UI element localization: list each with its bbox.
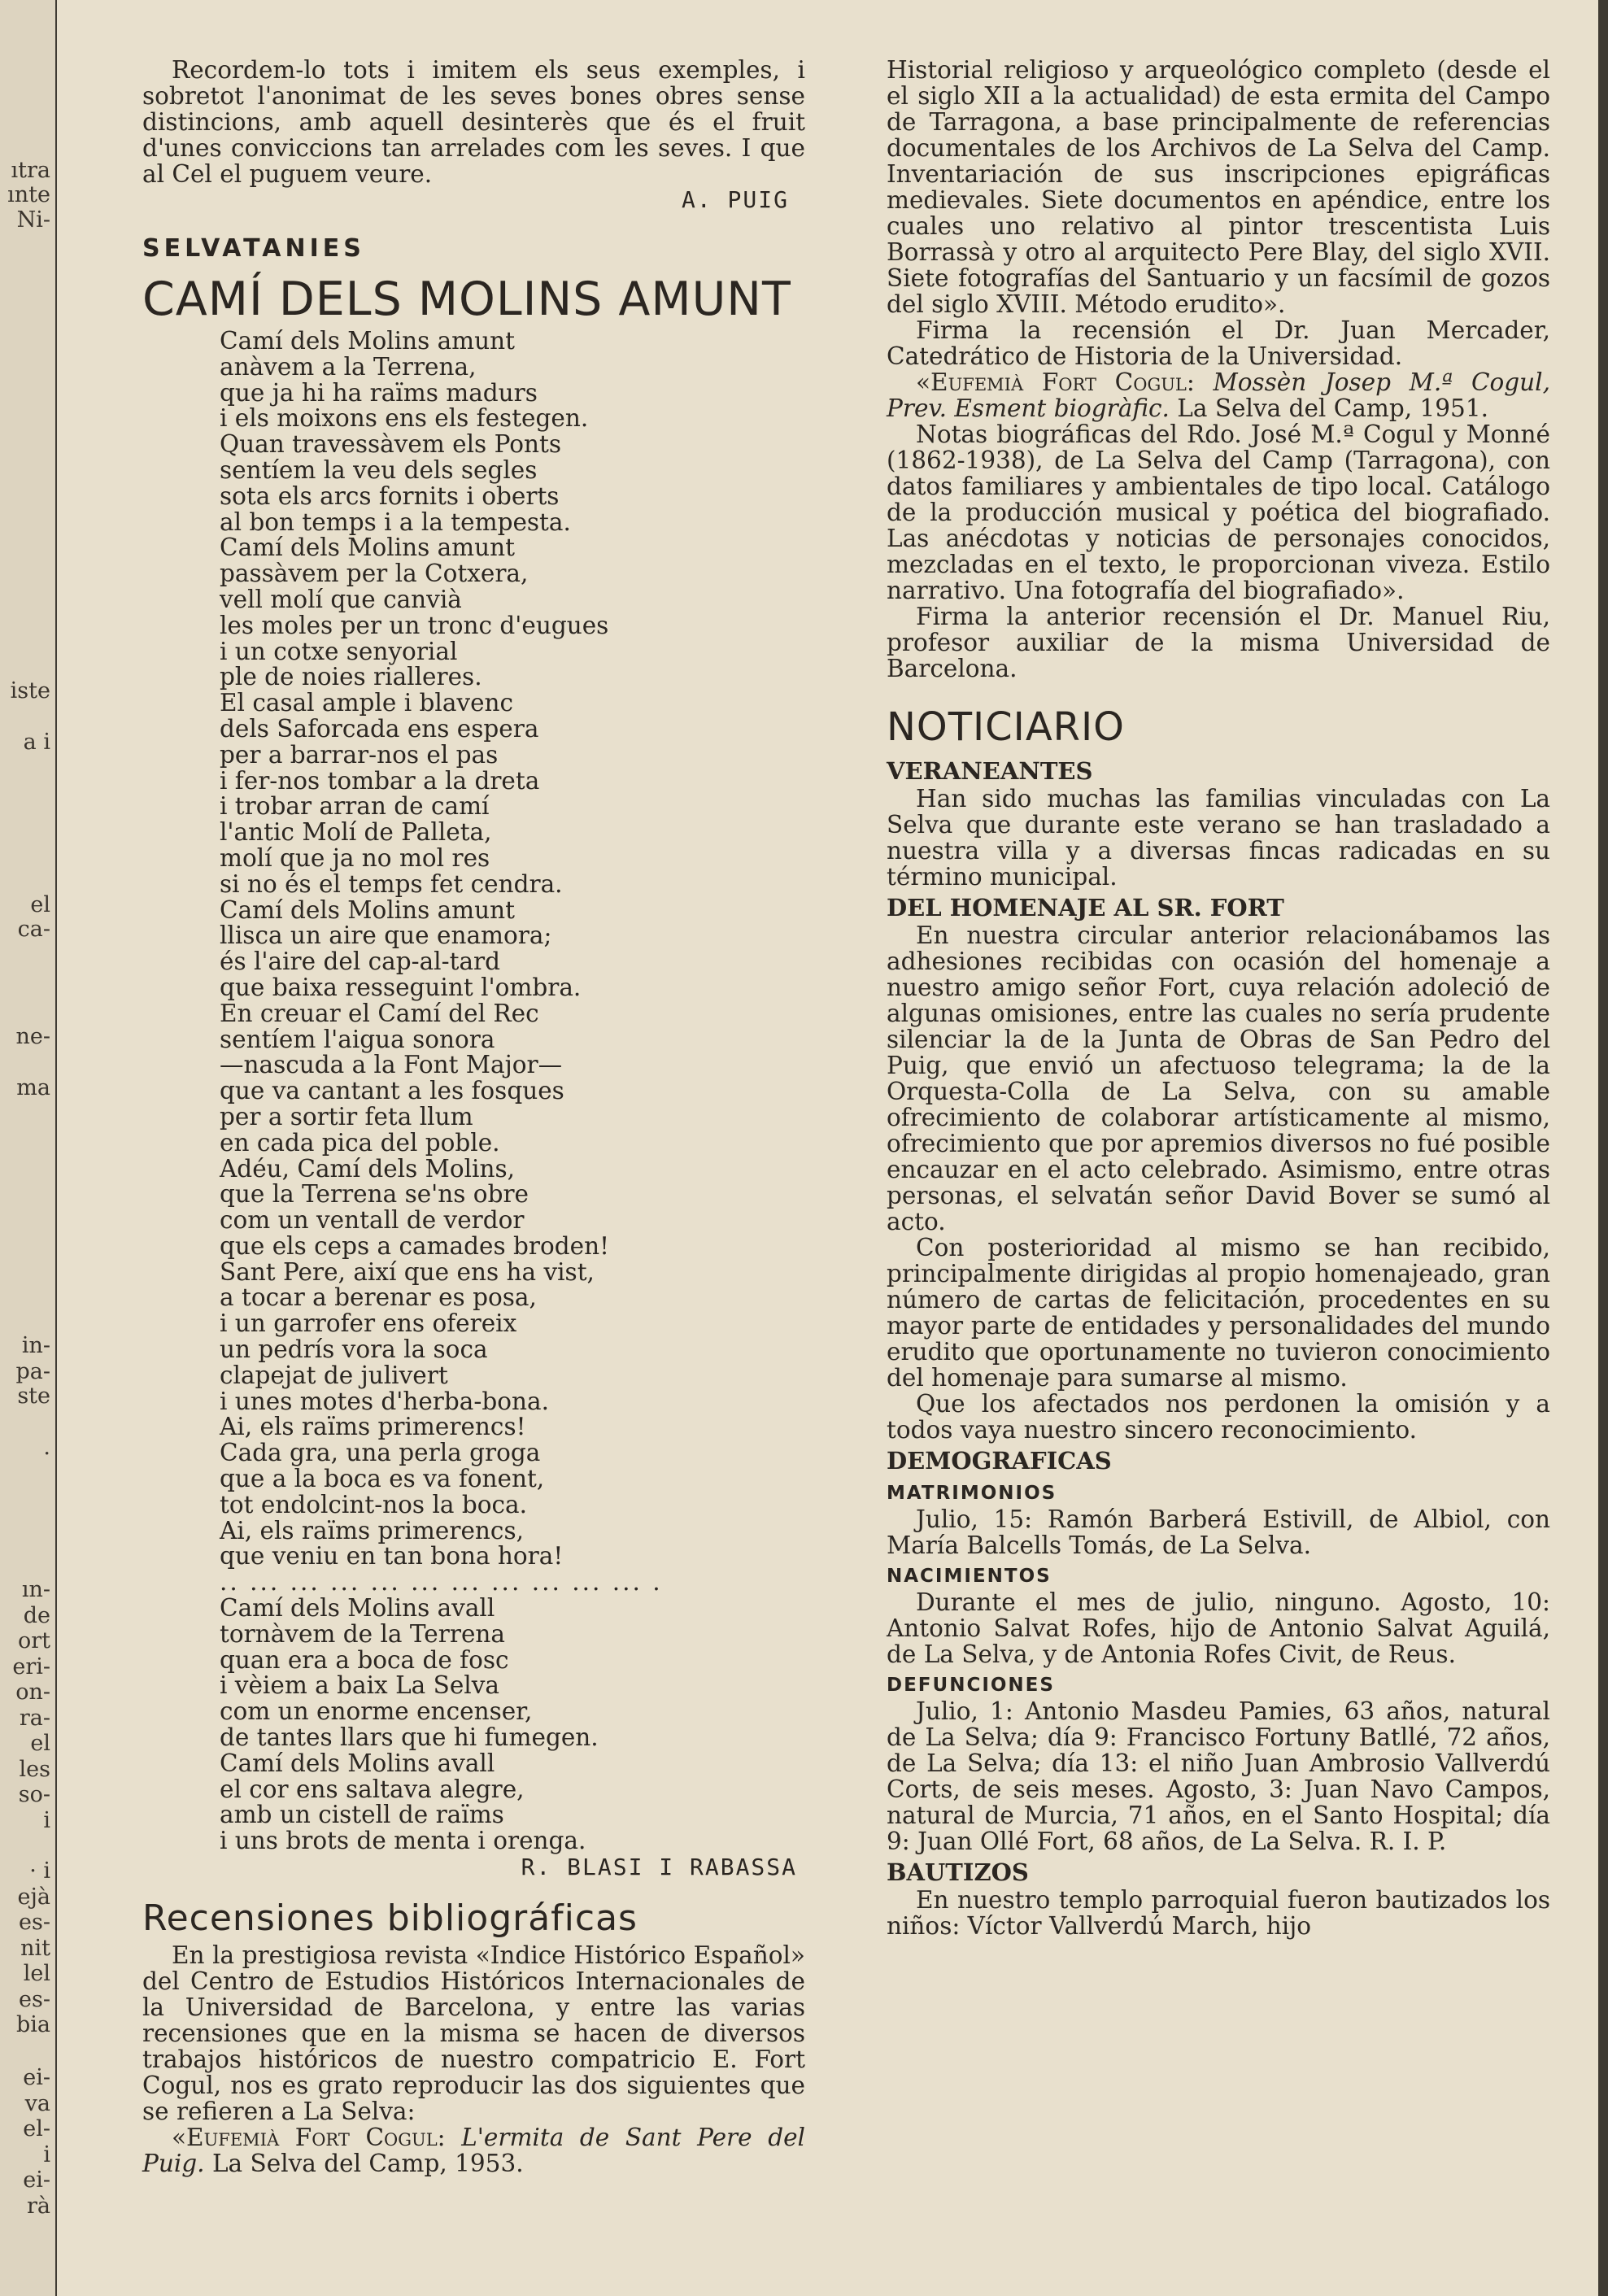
poem-line: i un garrofer ens ofereix [220, 1309, 517, 1338]
poem-line: el cor ens saltava alegre, [220, 1775, 525, 1803]
poem-line: de tantes llars que hi fumegen. [220, 1723, 599, 1752]
reference-1-place: La Selva del Camp, 1953. [211, 2150, 524, 2178]
previous-page-fragment: Ni- [16, 207, 50, 233]
homenaje-paragraph-3: Que los afectados nos perdonen la omisión y a todos vaya nuestro sincero reconocimiento. [887, 1390, 1550, 1444]
previous-page-fragment: ca- [17, 917, 50, 942]
poem-line: i els moixons ens els festegen. [220, 404, 589, 433]
recensiones-intro: En la prestigiosa revista «Indice Histórico Español» del Centro de Estudios Históricos Internacionales de la Universidad de Barcelona, y entre las varias recensiones que en la misma se hacen de diversos trabajos históricos de nuestro compatricio E. Fort Cogul, nos es grato reproducir las dos siguientes que se refieren a La Selva: [142, 1941, 805, 2126]
nacimientos-body: Durante el mes de julio, ninguno. Agosto, 10: Antonio Salvat Rofes, hijo de Antonio Salvat Aguilá, de La Selva, y de Antonia Rofes Civit, de Reus. [887, 1588, 1550, 1668]
poem-line: passàvem per la Cotxera, [220, 560, 529, 588]
poem-line: i unes motes d'herba-bona. [220, 1387, 549, 1415]
previous-page-fragment: i [43, 2142, 50, 2167]
defunciones-heading: DEFUNCIONES [887, 1675, 1055, 1696]
previous-page-fragment: ste [17, 1383, 50, 1409]
poem-line: és l'aire del cap-al-tard [220, 948, 501, 976]
poem-line: tornàvem de la Terrena [220, 1619, 505, 1648]
left-column [142, 57, 805, 2176]
poem-line: Adéu, Camí dels Molins, [220, 1154, 515, 1183]
previous-page-fragment: ejà [17, 1884, 50, 1910]
poem-line: Cada gra, una perla groga [220, 1439, 541, 1467]
homenaje-heading: DEL HOMENAJE AL SR. FORT [887, 894, 1284, 921]
poem-line: Camí dels Molins avall [220, 1749, 495, 1777]
poem-line: que la Terrena se'ns obre [220, 1180, 529, 1209]
reference-1-signature: Firma la recensión el Dr. Juan Mercader, Catedrático de Historia de la Universidad. [887, 316, 1550, 370]
poem-line: que els ceps a camades broden! [220, 1231, 609, 1260]
poem-line: amb un cistell de raïms [220, 1801, 504, 1829]
intro-signature: A. PUIG [681, 186, 789, 213]
poem-line: si no és el temps fet cendra. [220, 869, 563, 898]
poem-line: El casal ample i blavenc [220, 689, 514, 717]
previous-page-fragment: va [24, 2091, 50, 2116]
poem-line: ple de noies rialleres. [220, 663, 482, 691]
poem-line: que a la boca es va fonent, [220, 1465, 545, 1493]
reference-2-title: Mossèn Josep M.ª Cogul, Prev. Esment biogràfic. [887, 368, 1550, 422]
poem-line: sota els arcs fornits i oberts [220, 481, 560, 510]
previous-page-fragment: el- [23, 2116, 50, 2141]
section-label: SELVATANIES [142, 234, 365, 263]
poem-line: per a sortir feta llum [220, 1102, 473, 1131]
veraneantes-heading: VERANEANTES [887, 757, 1093, 785]
previous-page-fragment: rà [26, 2194, 50, 2219]
poem-line: Camí dels Molins amunt [220, 327, 516, 355]
noticiario-heading: NOTICIARIO [887, 704, 1125, 750]
poem-line: i fer-nos tombar a la dreta [220, 766, 540, 795]
poem-signature: R. BLASI I RABASSA [521, 1854, 797, 1881]
previous-page-fragment: el [30, 892, 50, 917]
poem-line: clapejat de julivert [220, 1361, 448, 1389]
poem-line: un pedrís vora la soca [220, 1335, 488, 1364]
poem-line: quan era a boca de fosc [220, 1645, 509, 1674]
poem-line: En creuar el Camí del Rec [220, 999, 539, 1027]
previous-page-fragment: . [43, 1435, 50, 1460]
poem-line: i uns brots de menta i orenga. [220, 1827, 586, 1855]
previous-page-fragment: on- [15, 1680, 50, 1705]
homenaje-paragraph-1: En nuestra circular anterior relacionábamos las adhesiones recibidas con ocasión del homenaje a nuestro amigo señor Fort, cuya relación adoleció de algunas omisiones, entre las cuales no sería prudente silenciar la de la Junta de Obras de San Pedro del Puig, que envió un afectuoso telegrama; la de la Orquesta-Colla de La Selva, con su amable ofrecimiento de colaborar artísticamente al mismo, ofrecimiento que por apremios diversos no fué posible encauzar en el acto celebrado. Asimismo, entre otras personas, el selvatán señor David Bover se sumó al acto. [887, 921, 1550, 1235]
poem-line: que va cantant a les fosques [220, 1077, 564, 1105]
previous-page-fragment: es- [19, 1910, 50, 1935]
previous-page-edge [0, 0, 55, 2296]
previous-page-fragment: ıtra [11, 158, 50, 183]
intro-paragraph: Recordem-lo tots i imitem els seus exemples, i sobretot l'anonimat de les seves bones obres sense distincions, amb aquell desinterès que és el fruit d'unes conviccions tan arrelades com les seves. I que al Cel el puguem veure. [142, 56, 805, 188]
poem-line: en cada pica del poble. [220, 1128, 500, 1157]
poem-line: que veniu en tan bona hora! [220, 1542, 564, 1571]
bautizos-heading: BAUTIZOS [887, 1858, 1029, 1886]
previous-page-fragment: es- [19, 1987, 50, 2012]
poem-line: per a barrar-nos el pas [220, 740, 499, 769]
homenaje-paragraph-2: Con posterioridad al mismo se han recibido, principalmente dirigidas al propio homenajeado, gran número de cartas de felicitación, procedentes en su mayor parte de entidades y personalidades del mundo erudito que oportunamente no tuvieron conocimiento del homenaje para sumarse al mismo. [887, 1234, 1550, 1392]
poem-line: dels Saforcada ens espera [220, 714, 539, 743]
previous-page-fragment: ei- [23, 2167, 50, 2193]
poem-line: Camí dels Molins avall [220, 1594, 495, 1623]
reference-2-body: Notas biográficas del Rdo. José M.ª Cogul y Monné (1862-1938), de La Selva del Camp (Tarragona), con datos familiares y ambientales de tipo local. Catálogo de la producción musical y poética del biografiado. Las anécdotas y noticias de personajes conocidos, mezcladas en el texto, le proporcionan viveza. Estilo narrativo. Una fotografía del biografiado». [887, 420, 1550, 604]
poem-line: les moles per un tronc d'eugues [220, 611, 609, 639]
previous-page-fragment: a i [23, 730, 50, 755]
right-column [887, 57, 1550, 1939]
poem-line: i vèiem a baix La Selva [220, 1671, 499, 1700]
poem-line: vell molí que canvià [220, 585, 462, 613]
reference-2-signature: Firma la anterior recensión el Dr. Manuel Riu, profesor auxiliar de la misma Universidad de Barcelona. [887, 603, 1550, 682]
reference-2-citation [887, 369, 1550, 421]
previous-page-fragment: bia [15, 2012, 50, 2037]
previous-page-fragment: in- [21, 1333, 50, 1358]
previous-page-fragment: ei- [23, 2065, 50, 2090]
poem-line: Camí dels Molins amunt [220, 895, 516, 924]
matrimonios-heading: MATRIMONIOS [887, 1483, 1057, 1504]
poem-line: Ai, els raïms primerencs! [220, 1413, 526, 1441]
previous-page-fragment: lel [23, 1961, 50, 1986]
newsletter-page [57, 0, 1598, 2296]
poem-line: molí que ja no mol res [220, 843, 490, 872]
poem-line: Quan travessàvem els Ponts [220, 430, 561, 459]
poem-line: com un enorme encenser, [220, 1697, 533, 1726]
poem-line: que baixa resseguint l'ombra. [220, 973, 582, 1001]
poem-line: anàvem a la Terrena, [220, 352, 477, 381]
previous-page-fragment: · i [29, 1858, 50, 1884]
reference-1-author: «Eufemià Fort Cogul: [172, 2124, 446, 2152]
previous-page-fragment: pa- [15, 1359, 50, 1384]
previous-page-fragment: so- [18, 1782, 50, 1807]
poem-line: sentíem l'aigua sonora [220, 1025, 495, 1053]
previous-page-fragment: nit [20, 1936, 50, 1961]
previous-page-fragment: les [19, 1757, 50, 1782]
reference-2-place: La Selva del Camp, 1951. [1177, 394, 1488, 422]
poem-line: sentíem la veu dels segles [220, 455, 538, 484]
poem-line: llisca un aire que enamora; [220, 921, 552, 950]
poem-line: i trobar arran de camí [220, 792, 490, 821]
poem-line: tot endolcint-nos la boca. [220, 1490, 527, 1518]
poem [220, 329, 805, 1854]
poem-title: CAMÍ DELS MOLINS AMUNT [142, 272, 791, 326]
bautizos-body: En nuestro templo parroquial fueron bautizados los niños: Víctor Vallverdú March, hijo [887, 1886, 1550, 1940]
previous-page-fragment: eri- [12, 1654, 50, 1680]
previous-page-fragment: ın- [21, 1577, 50, 1602]
matrimonios-body: Julio, 15: Ramón Barberá Estivill, de Albiol, con María Balcells Tomás, de La Selva. [887, 1505, 1550, 1559]
poem-line: com un ventall de verdor [220, 1206, 525, 1235]
previous-page-fragment: ra- [19, 1706, 50, 1731]
poem-line: Sant Pere, així que ens ha vist, [220, 1257, 595, 1286]
defunciones-body: Julio, 1: Antonio Masdeu Pamies, 63 años, natural de La Selva; día 9: Francisco Fortuny Batllé, 72 años, de La Selva; día 13: el niño Juan Ambrosio Vallverdú Corts, de seis meses. Agosto, 3: Juan Navo Campos, natural de Murcia, 71 años, en el Santo Hospital; día 9: Juan Ollé Fort, 68 años, de La Selva. R. I. P. [887, 1697, 1550, 1855]
previous-page-fragment: ne- [15, 1024, 50, 1049]
reference-1-title: L'ermita de Sant Pere del Puig. [142, 2124, 805, 2178]
reference-2-author: «Eufemià Fort Cogul: [916, 368, 1195, 396]
reference-1-body: Historial religioso y arqueológico completo (desde el el siglo XII a la actualidad) de esta ermita del Campo de Tarragona, a base principalmente de referencias documentales de los Archivos de La Selva del Camp. Inventariación de sus inscripciones epigráficas medievales. Siete documentos en apéndice, entre los cuales uno relativo al pintor trescentista Luis Borrassà y otro al arquitecto Pere Blay, del siglo XVII. Siete fotografías del Santuario y un facsímil de gozos del siglo XVIII. Método erudito». [887, 56, 1550, 318]
poem-line: que ja hi ha raïms madurs [220, 378, 538, 407]
veraneantes-body: Han sido muchas las familias vinculadas con La Selva que durante este verano se han trasladado a nuestra villa y a diversas fincas radicadas en su término municipal. [887, 785, 1550, 891]
previous-page-fragment: ınte [7, 182, 50, 207]
poem-line: .. ... ... ... ... ... ... ... ... ... ... . [220, 1568, 663, 1597]
previous-page-fragment: i [43, 1808, 50, 1833]
poem-line: a tocar a berenar es posa, [220, 1283, 537, 1312]
poem-line: Ai, els raïms primerencs, [220, 1516, 524, 1544]
poem-line: Camí dels Molins amunt [220, 534, 516, 562]
recensiones-heading: Recensiones bibliográficas [142, 1897, 638, 1940]
poem-line: i un cotxe senyorial [220, 637, 458, 665]
poem-line: l'antic Molí de Palleta, [220, 818, 492, 847]
reference-1-citation [142, 2124, 805, 2176]
previous-page-fragment: ma [16, 1075, 50, 1100]
previous-page-fragment: de [23, 1603, 50, 1628]
demograficas-heading: DEMOGRAFICAS [887, 1447, 1112, 1475]
previous-page-fragment: iste [10, 678, 50, 704]
poem-line: —nascuda a la Font Major— [220, 1051, 563, 1079]
previous-page-fragment: ort [17, 1628, 50, 1653]
poem-line: al bon temps i a la tempesta. [220, 508, 571, 536]
previous-page-fragment: el [30, 1731, 50, 1756]
nacimientos-heading: NACIMIENTOS [887, 1566, 1052, 1587]
